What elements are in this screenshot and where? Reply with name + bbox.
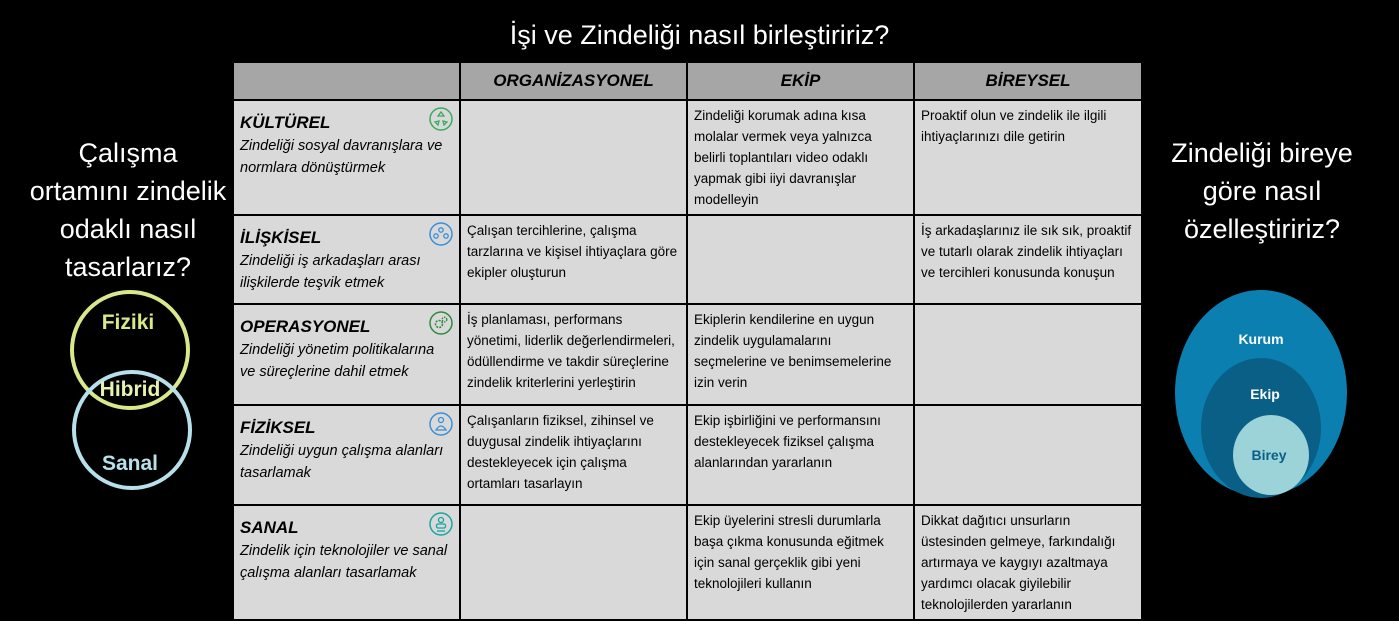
row-title: KÜLTÜREL (240, 113, 331, 132)
row-title: İLİŞKİSEL (240, 228, 322, 247)
right-question: Zindeliği bireye göre nasıl özelleştiririz? (1171, 138, 1353, 244)
row-description: Zindeliği sosyal davranışlara ve normlara dönüştürmek (240, 138, 443, 176)
cell-organizational: Çalışanların fiziksel, zihinsel ve duygusal zindelik ihtiyaçlarını destekleyecek için çalışma ortamları tasarlayın (460, 405, 687, 505)
row-description: Zindeliği uygun çalışma alanları tasarlamak (240, 443, 444, 481)
nested-circles (1175, 290, 1347, 498)
cell-team: Ekip işbirliğini ve performansını destekleyecek fiziksel çalışma alanlarından yararlanın (687, 405, 914, 505)
venn-label-physical: Fiziki (101, 311, 155, 334)
cell-team: Ekip üyelerini stresli durumlarla başa çıkma konusunda eğitmek için sanal gerçeklik gibi yeni teknolojileri kullanın (687, 505, 914, 620)
left-question: Çalışma ortamını zindelik odaklı nasıl tasarlarız? (29, 138, 227, 282)
label-organization: Kurum (1238, 331, 1284, 347)
row-title: SANAL (240, 518, 299, 537)
venn-diagram (72, 292, 190, 488)
row-description: Zindelik için teknolojiler ve sanal çalışma alanları tasarlamak (240, 543, 448, 581)
label-individual: Birey (1251, 447, 1287, 463)
row-description: Zindeliği iş arkadaşları arası ilişkilerde teşvik etmek (240, 253, 421, 291)
row-title: OPERASYONEL (240, 317, 371, 336)
cell-team: Ekiplerin kendilerine en uygun zindelik uygulamalarını seçmelerine ve benimsemelerine izin verin (687, 304, 914, 405)
cell-team: Zindeliği korumak adına kısa molalar vermek veya yalnızca belirli toplantıları video odaklı yapmak gibi iiyi davranışlar modelleyin (687, 100, 914, 215)
label-team: Ekip (1250, 386, 1280, 402)
page-title: İşi ve Zindeliği nasıl birleştiririz? (509, 20, 890, 50)
cell-individual: Dikkat dağıtıcı unsurların üstesinden gelmeye, farkındalığı artırmaya ve kaygıyı azaltmaya yardımcı olacak giyilebilir teknolojilerden yararlanın (914, 505, 1142, 620)
row-description: Zindeliği yönetim politikalarına ve süreçlerine dahil etmek (240, 342, 435, 380)
cell-individual: İş arkadaşlarınız ile sık sık, proaktif ve tutarlı olarak zindelik ihtiyaçları ve tercihleri konusunda konuşun (914, 215, 1142, 304)
cell-individual: Proaktif olun ve zindelik ile ilgili ihtiyaçlarınızı dile getirin (914, 100, 1142, 215)
venn-label-virtual: Sanal (101, 452, 159, 475)
header-organizational: ORGANİZASYONEL (460, 62, 687, 100)
header-individual: BİREYSEL (914, 62, 1142, 100)
header-team: EKİP (687, 62, 914, 100)
cell-organizational: İş planlaması, performans yönetimi, liderlik değerlendirmeleri, ödüllendirme ve takdir süreçlerine zindelik kriterlerini yerleştirin (460, 304, 687, 405)
row-title: FİZİKSEL (240, 418, 316, 437)
venn-label-hybrid: Hibrid (99, 378, 161, 401)
cell-organizational: Çalışan tercihlerine, çalışma tarzlarına ve kişisel ihtiyaçlara göre ekipler oluşturun (460, 215, 687, 304)
